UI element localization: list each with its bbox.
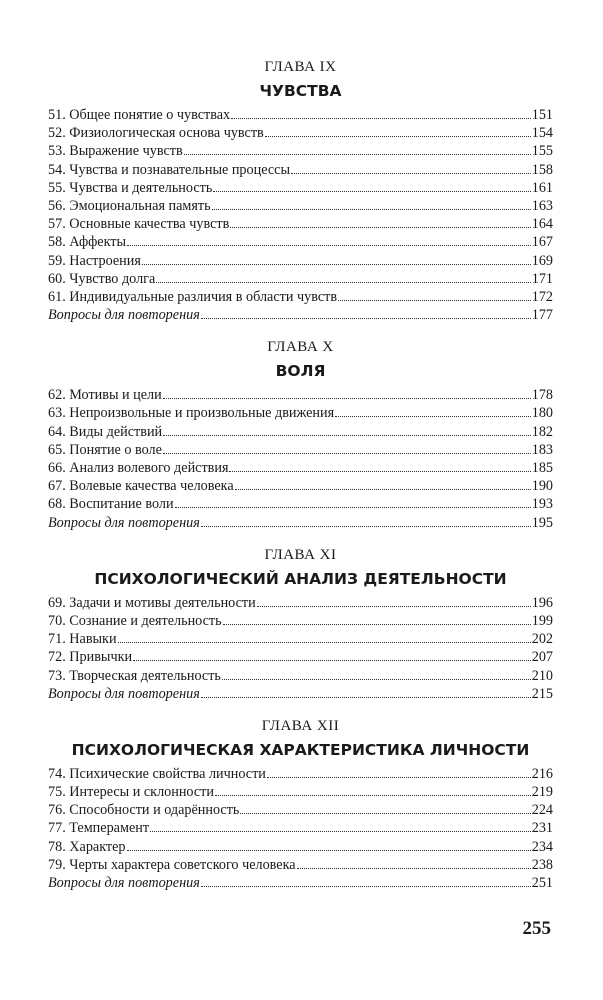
dot-leader bbox=[163, 441, 531, 454]
entry-page-number: 238 bbox=[531, 856, 553, 873]
toc-entry bbox=[48, 233, 553, 251]
entry-page-number: 171 bbox=[531, 270, 553, 287]
dot-leader bbox=[184, 142, 531, 155]
chapter-section bbox=[48, 544, 553, 703]
entry-page-number: 172 bbox=[531, 288, 553, 305]
review-questions-entry bbox=[48, 514, 553, 532]
entry-title: 79. Черты характера советского человека bbox=[48, 856, 296, 873]
entry-page-number: 180 bbox=[531, 405, 553, 422]
entry-page-number: 185 bbox=[531, 460, 553, 476]
dot-leader bbox=[229, 459, 530, 472]
entry-page-number: 195 bbox=[531, 514, 553, 531]
toc-entry bbox=[48, 838, 553, 856]
entry-title: 76. Способности и одарённость bbox=[48, 802, 240, 819]
entry-title: 60. Чувство долга bbox=[48, 270, 156, 287]
dot-leader bbox=[127, 233, 531, 246]
table-of-contents bbox=[48, 52, 553, 904]
chapter-title: ВОЛЯ bbox=[275, 362, 326, 381]
dot-leader bbox=[223, 612, 531, 625]
toc-entry bbox=[48, 270, 553, 288]
entry-page-number: 234 bbox=[531, 838, 553, 855]
chapter-section bbox=[48, 56, 553, 324]
dot-leader bbox=[142, 252, 531, 265]
entry-page-number: 163 bbox=[531, 197, 553, 214]
dot-leader bbox=[212, 197, 531, 210]
entry-page-number: 155 bbox=[531, 143, 553, 160]
entry-title: 69. Задачи и мотивы деятельности bbox=[48, 594, 256, 611]
dot-leader bbox=[267, 765, 531, 778]
entry-page-number: 177 bbox=[531, 307, 553, 324]
dot-leader bbox=[156, 270, 530, 283]
dot-leader bbox=[150, 819, 531, 832]
entry-page-number: 199 bbox=[531, 612, 553, 629]
review-questions-entry bbox=[48, 685, 553, 703]
toc-entry bbox=[48, 477, 553, 495]
entry-page-number: 158 bbox=[531, 161, 553, 178]
dot-leader bbox=[133, 648, 531, 661]
entry-page-number: 164 bbox=[531, 216, 553, 233]
entry-title: Вопросы для повторения bbox=[48, 514, 200, 531]
toc-entry bbox=[48, 856, 553, 874]
dot-leader bbox=[231, 106, 531, 119]
toc-entry bbox=[48, 459, 553, 477]
dot-leader bbox=[163, 386, 531, 399]
entry-page-number: 251 bbox=[531, 875, 553, 891]
toc-entry bbox=[48, 197, 553, 215]
toc-entry bbox=[48, 441, 553, 459]
entry-page-number: 151 bbox=[531, 107, 553, 123]
toc-entry bbox=[48, 106, 553, 124]
chapter-section bbox=[48, 336, 553, 532]
entry-page-number: 154 bbox=[531, 125, 553, 142]
review-questions-entry bbox=[48, 874, 553, 892]
toc-entry bbox=[48, 667, 553, 685]
entry-page-number: 167 bbox=[531, 234, 553, 251]
entry-title: 72. Привычки bbox=[48, 649, 133, 666]
entry-page-number: 169 bbox=[531, 252, 553, 269]
dot-leader bbox=[335, 404, 531, 417]
entry-page-number: 219 bbox=[531, 784, 553, 801]
dot-leader bbox=[297, 856, 531, 869]
dot-leader bbox=[222, 667, 531, 680]
chapter-label: ГЛАВА XI bbox=[264, 546, 337, 563]
toc-entry bbox=[48, 612, 553, 630]
dot-leader bbox=[118, 630, 531, 643]
entry-title: 61. Индивидуальные различия в области чувств bbox=[48, 288, 338, 305]
entry-title: 51. Общее понятие о чувствах bbox=[48, 107, 231, 123]
entry-title: 55. Чувства и деятельность bbox=[48, 179, 213, 196]
dot-leader bbox=[175, 495, 531, 508]
toc-entry bbox=[48, 161, 553, 179]
entry-title: 68. Воспитание воли bbox=[48, 496, 174, 513]
dot-leader bbox=[213, 179, 530, 192]
entry-page-number: 183 bbox=[531, 441, 553, 458]
page-number: 255 bbox=[522, 918, 551, 939]
dot-leader bbox=[257, 594, 531, 607]
chapter-title: ПСИХОЛОГИЧЕСКИЙ АНАЛИЗ ДЕЯТЕЛЬНОСТИ bbox=[94, 569, 507, 588]
entry-title: Вопросы для повторения bbox=[48, 307, 200, 324]
toc-entry bbox=[48, 648, 553, 666]
entry-page-number: 216 bbox=[531, 765, 553, 782]
entry-title: 70. Сознание и деятельность bbox=[48, 612, 222, 629]
toc-entry bbox=[48, 630, 553, 648]
entry-page-number: 224 bbox=[531, 802, 553, 819]
toc-entry bbox=[48, 386, 553, 404]
entry-page-number: 193 bbox=[531, 496, 553, 513]
chapter-label: ГЛАВА XII bbox=[261, 717, 340, 734]
chapter-section bbox=[48, 715, 553, 892]
entry-title: 73. Творческая деятельность bbox=[48, 667, 221, 684]
toc-entry bbox=[48, 215, 553, 233]
dot-leader bbox=[215, 783, 531, 796]
dot-leader bbox=[230, 215, 530, 228]
entry-page-number: 178 bbox=[531, 387, 553, 404]
toc-entry bbox=[48, 783, 553, 801]
toc-entry bbox=[48, 288, 553, 306]
entry-page-number: 196 bbox=[531, 594, 553, 611]
entry-title: 67. Волевые качества человека bbox=[48, 478, 234, 495]
entry-page-number: 182 bbox=[531, 423, 553, 440]
entry-title: 56. Эмоциональная память bbox=[48, 197, 211, 214]
entry-title: 77. Темперамент bbox=[48, 820, 150, 837]
entry-title: Вопросы для повторения bbox=[48, 875, 200, 891]
toc-entry bbox=[48, 179, 553, 197]
entry-title: 78. Характер bbox=[48, 838, 126, 855]
toc-entry bbox=[48, 404, 553, 422]
toc-entry bbox=[48, 801, 553, 819]
toc-entry bbox=[48, 124, 553, 142]
toc-entry bbox=[48, 819, 553, 837]
toc-entry bbox=[48, 252, 553, 270]
dot-leader bbox=[163, 423, 531, 436]
toc-entry bbox=[48, 765, 553, 783]
toc-entry bbox=[48, 594, 553, 612]
entry-page-number: 215 bbox=[531, 685, 553, 702]
review-questions-entry bbox=[48, 306, 553, 324]
toc-entry bbox=[48, 423, 553, 441]
entry-title: 62. Мотивы и цели bbox=[48, 387, 162, 404]
entry-page-number: 161 bbox=[531, 179, 553, 196]
entry-page-number: 207 bbox=[531, 649, 553, 666]
entry-title: Вопросы для повторения bbox=[48, 685, 200, 702]
dot-leader bbox=[127, 838, 531, 851]
chapter-label: ГЛАВА IX bbox=[264, 59, 337, 75]
toc-entry bbox=[48, 495, 553, 513]
dot-leader bbox=[265, 124, 531, 137]
dot-leader bbox=[291, 161, 531, 174]
entry-title: 74. Психические свойства личности bbox=[48, 765, 266, 782]
entry-title: 57. Основные качества чувств bbox=[48, 216, 230, 233]
dot-leader bbox=[201, 306, 531, 319]
chapter-title: ЧУВСТВА bbox=[259, 82, 342, 100]
entry-title: 66. Анализ волевого действия bbox=[48, 460, 229, 476]
dot-leader bbox=[235, 477, 531, 490]
entry-title: 71. Навыки bbox=[48, 631, 117, 648]
toc-entry bbox=[48, 142, 553, 160]
dot-leader bbox=[201, 874, 531, 887]
chapter-title: ПСИХОЛОГИЧЕСКАЯ ХАРАКТЕРИСТИКА ЛИЧНОСТИ bbox=[71, 740, 530, 759]
entry-title: 75. Интересы и склонности bbox=[48, 784, 214, 801]
entry-title: 52. Физиологическая основа чувств bbox=[48, 125, 264, 142]
entry-title: 59. Настроения bbox=[48, 252, 141, 269]
entry-page-number: 210 bbox=[531, 667, 553, 684]
dot-leader bbox=[240, 801, 530, 814]
entry-title: 63. Непроизвольные и произвольные движения bbox=[48, 405, 335, 422]
entry-title: 65. Понятие о воле bbox=[48, 441, 162, 458]
entry-page-number: 190 bbox=[531, 478, 553, 495]
entry-page-number: 202 bbox=[531, 631, 553, 648]
chapter-label: ГЛАВА X bbox=[267, 339, 334, 356]
entry-title: 53. Выражение чувств bbox=[48, 143, 183, 160]
dot-leader bbox=[201, 514, 531, 527]
chapter-list bbox=[48, 56, 553, 892]
dot-leader bbox=[201, 685, 531, 698]
entry-title: 58. Аффекты bbox=[48, 234, 127, 251]
entry-title: 64. Виды действий bbox=[48, 423, 163, 440]
dot-leader bbox=[338, 288, 531, 301]
entry-page-number: 231 bbox=[531, 820, 553, 837]
entry-title: 54. Чувства и познавательные процессы bbox=[48, 161, 290, 178]
